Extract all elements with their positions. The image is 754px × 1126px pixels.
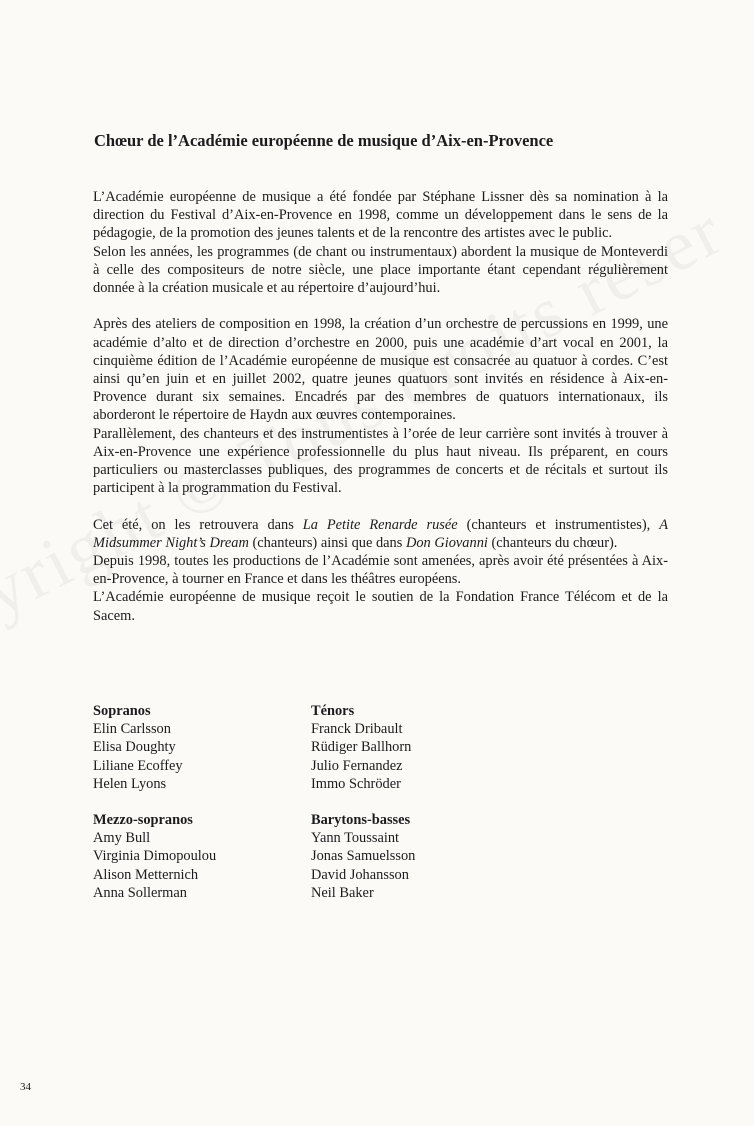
singer-name: Alison Metternich (93, 866, 199, 883)
singer-name: David Johansson (311, 866, 409, 883)
text-span: (chanteurs) ainsi que dans (248, 534, 406, 551)
paragraph: L’Académie européenne de musique reçoit le soutien de la Fondation France Télécom et de la Sacem. (93, 589, 668, 624)
singer-name: Elisa Doughty (93, 739, 176, 756)
voice-group-sopranos (93, 702, 216, 793)
paragraph: Après des ateliers de composition en 1998, la création d’un orchestre de percussions en 1999, une académie d’alto et de direction d’orchestre en 2000, puis une académie d’art vocal en 2001, la cinquième édition de l’Académie européenne de musique est consacrée au quatuor à cordes. C’est ainsi qu’en juin et en juillet 2002, quatre jeunes quatuors sont invités en résidence à Aix-en-Provence durant six semaines. Encadrés par des membres de quatuors internationaux, ils aborderont le répertoire de Haydn aux œuvres contemporaines. (93, 316, 668, 424)
singer-name: Elin Carlsson (93, 721, 171, 738)
singer-name: Liliane Ecoffey (93, 757, 183, 774)
work-title: A Midsummer Night’s Dream (93, 516, 668, 551)
singer-name: Yann Toussaint (311, 830, 400, 847)
singer-name: Neil Baker (311, 884, 374, 901)
voice-group-baritones (311, 811, 415, 902)
voice-heading: Barytons-basses (311, 812, 411, 829)
work-title: Don Giovanni (405, 534, 488, 551)
voice-heading: Ténors (311, 703, 355, 719)
paragraph: Parallèlement, des chanteurs et des instrumentistes à l’orée de leur carrière sont invités à trouver à Aix-en-Provence une expérience professionnelle du plus haut niveau. Ils préparent, en cours particuliers ou masterclasses publiques, des programmes de concerts et de récitals et surtout ils participent à la programmation du Festival. (93, 425, 668, 497)
voice-heading: Sopranos (93, 703, 151, 719)
voices-column-right (311, 702, 415, 920)
singer-name: Julio Fernandez (311, 757, 403, 774)
singer-name: Jonas Samuelsson (311, 848, 416, 865)
singer-name: Rüdiger Ballhorn (311, 739, 412, 756)
paragraph: L’Académie européenne de musique a été fondée par Stéphane Lissner dès sa nomination à la direction du Festival d’Aix-en-Provence en 1998, comme un développement dans le sens de la pédagogie, de la promotion des jeunes talents et de la rencontre des artistes avec le public. (93, 189, 668, 242)
text-span: (chanteurs et instrumentistes), (457, 516, 660, 533)
paragraph (93, 516, 668, 552)
singer-name: Amy Bull (93, 830, 151, 847)
body-text (93, 188, 668, 625)
voices-column-left (93, 702, 216, 920)
page-title: Chœur de l’Académie européenne de musique d’Aix-en-Provence (94, 131, 554, 150)
paragraph: Selon les années, les programmes (de chant ou instrumentaux) abordent la musique de Monteverdi à celle des compositeurs de notre siècle, une place importante étant cependant régulièrement donnée à la création musicale et au répertoire d’aujourd’hui. (93, 243, 668, 297)
singer-name: Virginia Dimopoulou (93, 848, 217, 865)
text-span: Cet été, on les retrouvera dans (93, 516, 303, 533)
text-span: (chanteurs du chœur). (487, 534, 618, 551)
voice-group-mezzos (93, 811, 216, 902)
singer-name: Franck Dribault (311, 721, 403, 738)
singer-name: Immo Schröder (311, 775, 401, 792)
work-title: La Petite Renarde rusée (302, 516, 458, 533)
paragraph: Depuis 1998, toutes les productions de l’Académie sont amenées, après avoir été présentées à Aix-en-Provence, à tourner en France et dans les théâtres européens. (93, 553, 668, 588)
page-number: 34 (20, 1081, 31, 1093)
singer-name: Anna Sollerman (93, 884, 187, 901)
voice-heading: Mezzo-sopranos (93, 812, 193, 829)
voice-group-tenors (311, 702, 415, 793)
singer-name: Helen Lyons (93, 775, 167, 792)
